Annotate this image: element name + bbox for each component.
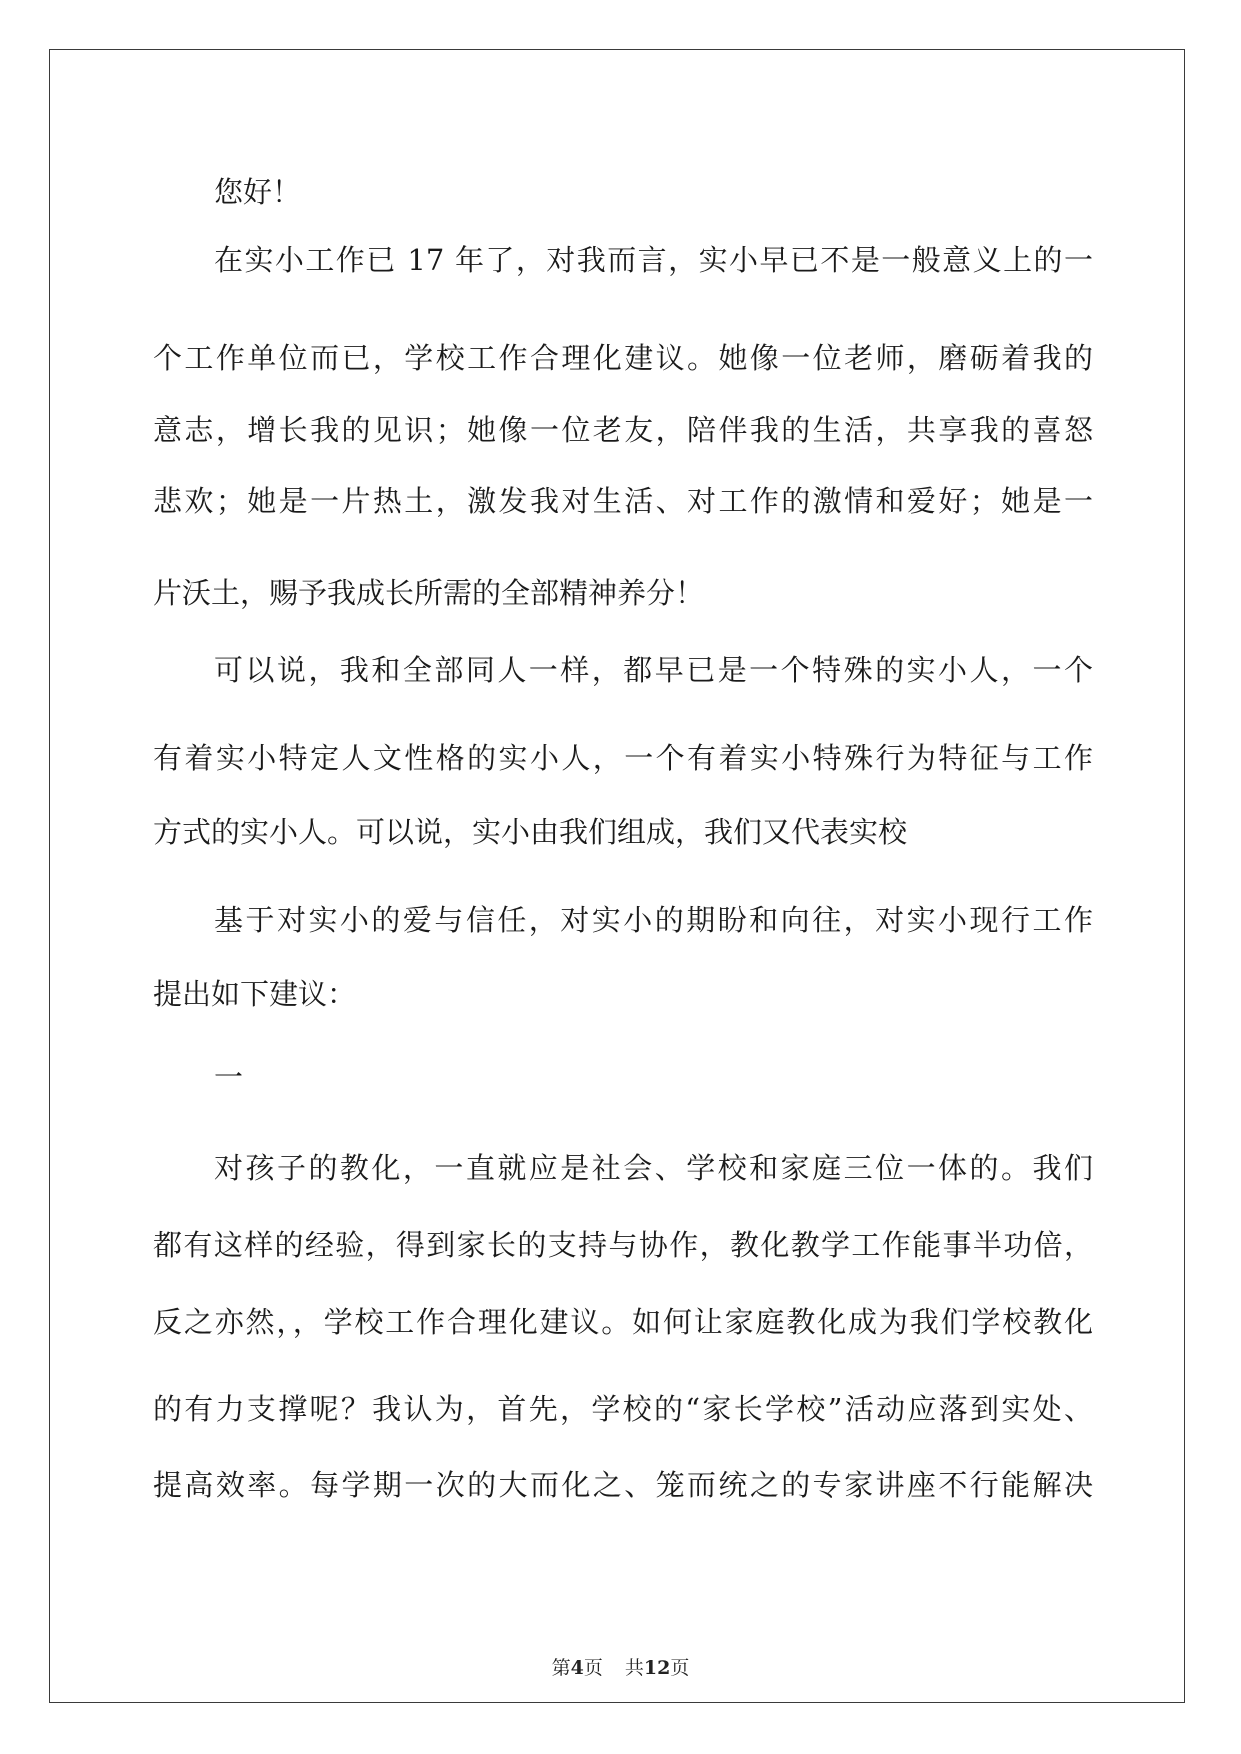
text-line: 方式的实小人。可以说，实小由我们组成，我们又代表实校 bbox=[153, 815, 908, 849]
text-line: 反之亦然，，学校工作合理化建议。如何让家庭教化成为我们学校教化 bbox=[153, 1305, 1093, 1339]
text-line: 对孩子的教化，一直就应是社会、学校和家庭三位一体的。我们 bbox=[214, 1151, 1093, 1185]
text-line: 提高效率。每学期一次的大而化之、笼而统之的专家讲座不行能解决 bbox=[153, 1468, 1093, 1502]
text-line: 都有这样的经验，得到家长的支持与协作，教化教学工作能事半功倍， bbox=[153, 1228, 1093, 1262]
text-line: 的有力支撑呢？我认为，首先，学校的“家长学校”活动应落到实处、 bbox=[153, 1392, 1093, 1426]
page-border bbox=[49, 49, 1185, 1703]
page-footer bbox=[0, 1656, 1241, 1680]
text-line: 个工作单位而已，学校工作合理化建议。她像一位老师，磨砺着我的 bbox=[153, 341, 1093, 375]
text-line: 一 bbox=[214, 1060, 244, 1094]
text-line: 基于对实小的爱与信任，对实小的期盼和向往，对实小现行工作 bbox=[214, 903, 1093, 937]
text-line: 悲欢；她是一片热土，激发我对生活、对工作的激情和爱好；她是一 bbox=[153, 484, 1093, 518]
page-suffix: 页 bbox=[583, 1657, 603, 1679]
text-line: 意志，增长我的见识；她像一位老友，陪伴我的生活，共享我的喜怒 bbox=[153, 413, 1093, 447]
text-line: 提出如下建议： bbox=[153, 977, 357, 1011]
total-suffix: 页 bbox=[670, 1657, 690, 1679]
text-line: 有着实小特定人文性格的实小人，一个有着实小特殊行为特征与工作 bbox=[153, 741, 1093, 775]
text-line: 片沃土，赐予我成长所需的全部精神养分！ bbox=[153, 576, 705, 610]
page-prefix: 第 bbox=[551, 1657, 571, 1679]
text-line: 可以说，我和全部同人一样，都早已是一个特殊的实小人，一个 bbox=[214, 653, 1093, 687]
text-line: 在实小工作已 17 年了，对我而言，实小早已不是一般意义上的一 bbox=[214, 243, 1093, 277]
text-line: 您好！ bbox=[214, 175, 302, 209]
page-current: 4 bbox=[570, 1657, 584, 1679]
page-total: 12 bbox=[643, 1657, 671, 1679]
total-prefix: 共 bbox=[624, 1657, 644, 1679]
